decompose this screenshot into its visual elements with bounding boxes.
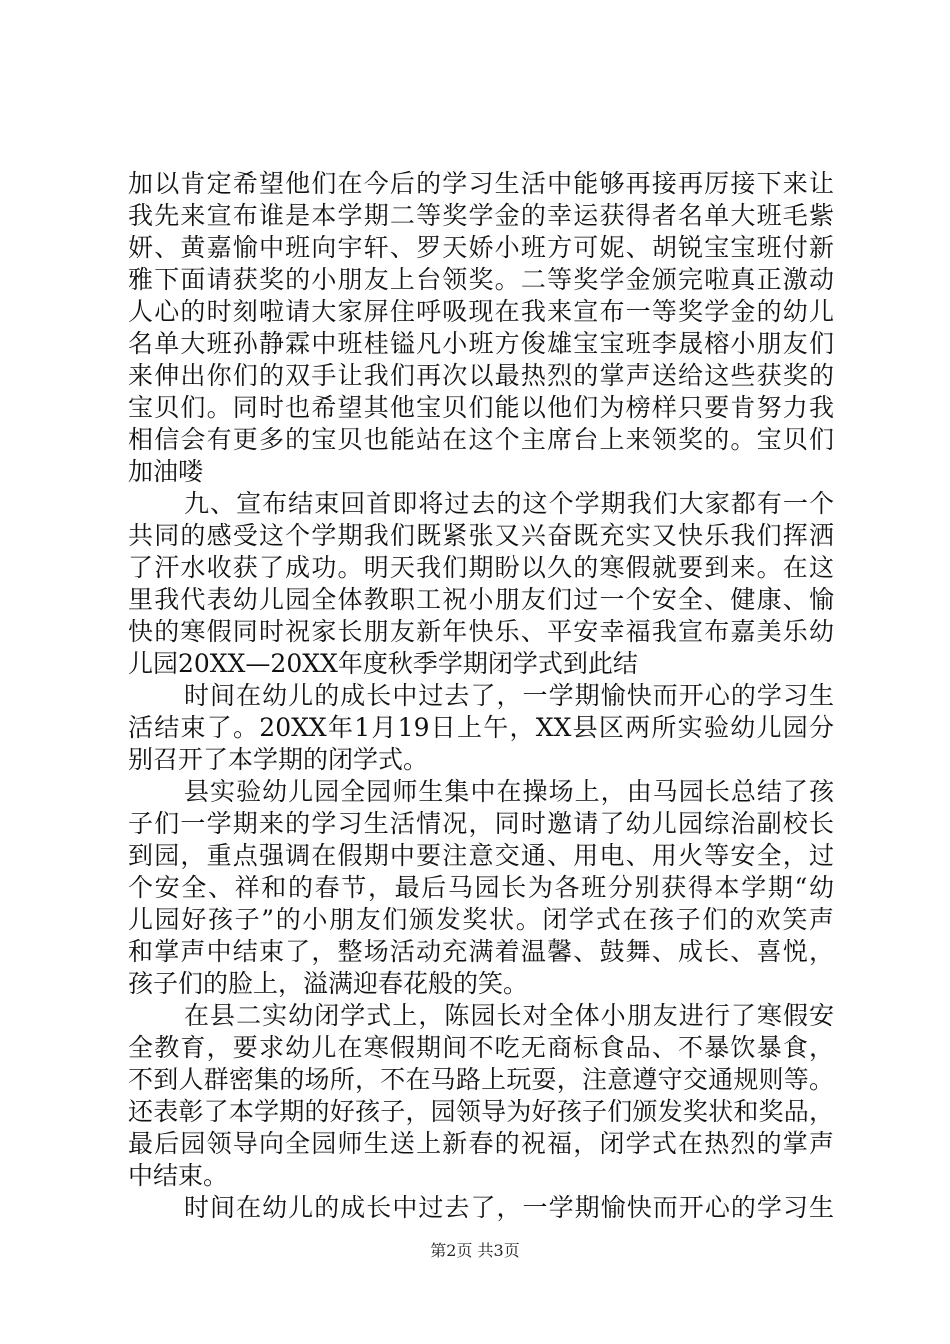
text-line: 里我代表幼儿园全体教职工祝小朋友们过一个安全、健康、愉	[128, 585, 834, 614]
text-line: 到园，重点强调在假期中要注意交通、用电、用火等安全，过	[128, 841, 834, 870]
text-line: 我先来宣布谁是本学期二等奖学金的幸运获得者名单大班毛紫	[128, 201, 834, 230]
document-body	[128, 168, 834, 1224]
text-line: 宝贝们。同时也希望其他宝贝们能以他们为榜样只要肯努力我	[128, 393, 834, 422]
text-line: 人心的时刻啦请大家屏住呼吸现在我来宣布一等奖学金的幼儿	[128, 297, 834, 326]
text-line: 还表彰了本学期的好孩子，园领导为好孩子们颁发奖状和奖品，	[128, 1097, 834, 1126]
text-line: 雅下面请获奖的小朋友上台领奖。二等奖学金颁完啦真正激动	[128, 265, 834, 294]
paragraph-first-line: 县实验幼儿园全园师生集中在操场上，由马园长总结了孩	[184, 777, 834, 806]
text-line: 共同的感受这个学期我们既紧张又兴奋既充实又快乐我们挥洒	[128, 521, 834, 550]
text-line: 子们一学期来的学习生活情况，同时邀请了幼儿园综治副校长	[128, 809, 834, 838]
text-line: 和掌声中结束了，整场活动充满着温馨、鼓舞、成长、喜悦，	[128, 937, 834, 966]
text-line: 最后园领导向全园师生送上新春的祝福，闭学式在热烈的掌声	[128, 1129, 834, 1158]
paragraph-first-line: 在县二实幼闭学式上，陈园长对全体小朋友进行了寒假安	[184, 1001, 834, 1030]
text-line: 加油喽	[128, 457, 204, 486]
text-line: 别召开了本学期的闭学式。	[128, 745, 429, 774]
text-line: 妍、黄嘉愉中班向宇轩、罗天娇小班方可妮、胡锐宝宝班付新	[128, 233, 834, 262]
text-line: 活结束了。20XX年1月19日上午，XX县区两所实验幼儿园分	[128, 713, 834, 742]
text-line: 不到人群密集的场所，不在马路上玩耍，注意遵守交通规则等。	[128, 1065, 834, 1094]
paragraph-first-line: 时间在幼儿的成长中过去了，一学期愉快而开心的学习生	[184, 681, 834, 710]
paragraph-first-line: 九、宣布结束回首即将过去的这个学期我们大家都有一个	[184, 489, 834, 518]
page-number-footer: 第2页 共3页	[430, 1241, 520, 1260]
text-line: 个安全、祥和的春节，最后马园长为各班分别获得本学期“幼	[128, 873, 834, 902]
text-line: 快的寒假同时祝家长朋友新年快乐、平安幸福我宣布嘉美乐幼	[128, 617, 834, 646]
text-line: 全教育，要求幼儿在寒假期间不吃无商标食品、不暴饮暴食，	[128, 1033, 834, 1062]
text-line: 儿园20XX—20XX年度秋季学期闭学式到此结	[128, 649, 638, 678]
text-line: 孩子们的脸上，溢满迎春花般的笑。	[128, 969, 529, 998]
text-line: 来伸出你们的双手让我们再次以最热烈的掌声送给这些获奖的	[128, 361, 834, 390]
text-line: 了汗水收获了成功。明天我们期盼以久的寒假就要到来。在这	[128, 553, 834, 582]
text-line: 儿园好孩子”的小朋友们颁发奖状。闭学式在孩子们的欢笑声	[128, 905, 834, 934]
paragraph-first-line: 时间在幼儿的成长中过去了，一学期愉快而开心的学习生	[184, 1193, 834, 1222]
text-line: 加以肯定希望他们在今后的学习生活中能够再接再厉接下来让	[128, 169, 834, 198]
text-line: 中结束。	[128, 1161, 229, 1190]
text-line: 相信会有更多的宝贝也能站在这个主席台上来领奖的。宝贝们	[128, 425, 834, 454]
text-line: 名单大班孙静霖中班桂镒凡小班方俊雄宝宝班李晟榕小朋友们	[128, 329, 834, 358]
